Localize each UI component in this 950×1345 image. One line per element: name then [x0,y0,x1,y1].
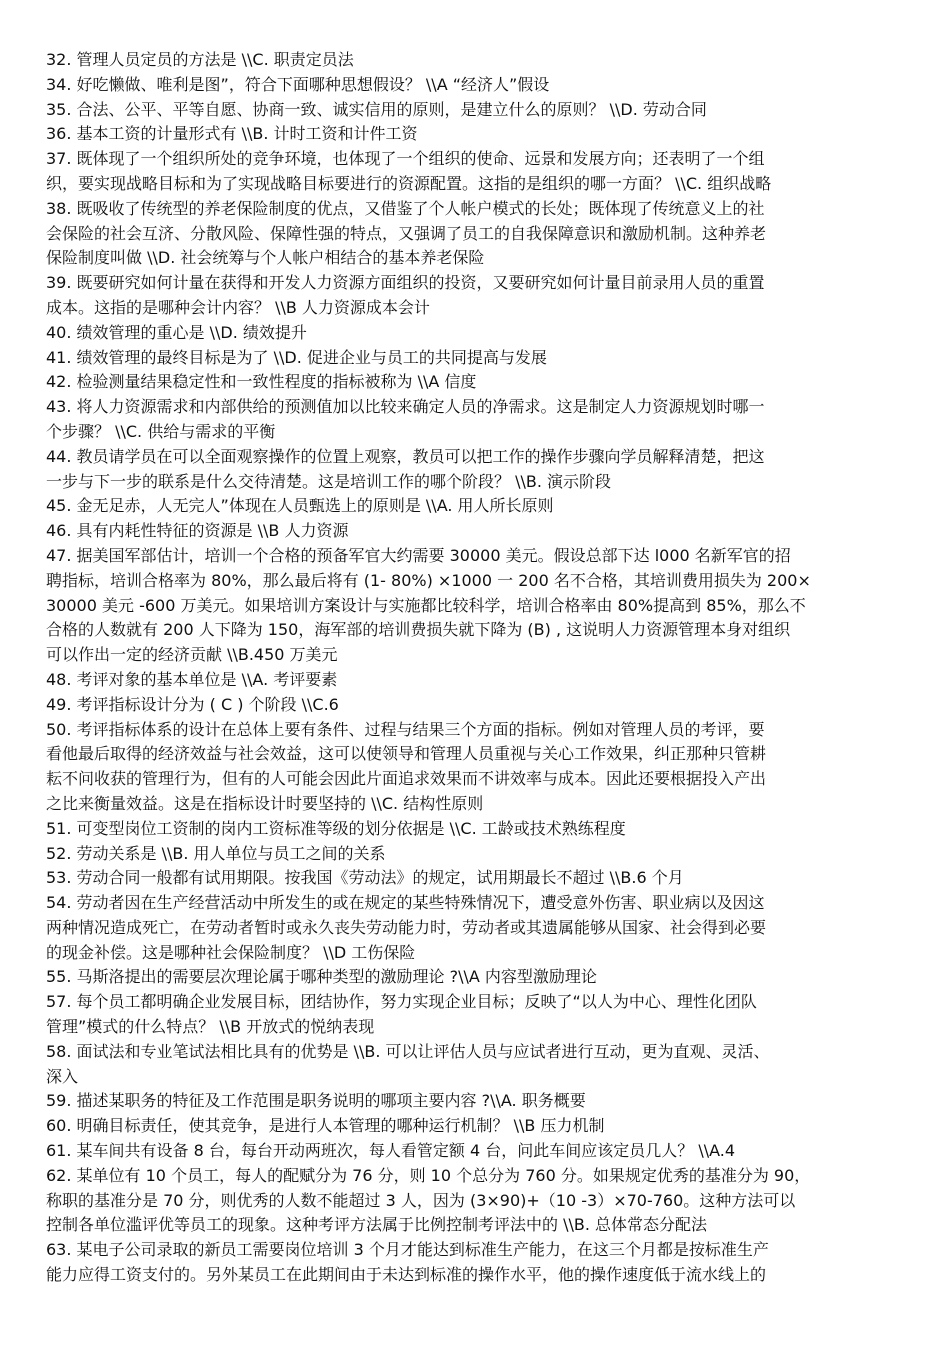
text-line: 46. 具有内耗性特征的资源是 \\B 人力资源 [46,521,349,541]
text-line: 看他最后取得的经济效益与社会效益，这可以使领导和管理人员重视与关心工作效果，纠正那种只管耕 [46,744,767,764]
text-line: 控制各单位滥评优等员工的现象。这种考评方法属于比例控制考评法中的 \\B. 总体常态分配法 [46,1215,708,1235]
text-line: 聘指标，培训合格率为 80%，那么最后将有 (1- 80%) ×1000 一 200 名不合格，其培训费用损失为 200× [46,570,811,590]
text-line: 39. 既要研究如何计量在获得和开发人力资源方面组织的投资，又要研究如何计量目前录用人员的重置 [46,273,765,293]
text-line: 58. 面试法和专业笔试法相比具有的优势是 \\B. 可以让评估人员与应试者进行互动，更为直观、灵活、 [46,1041,770,1061]
text-line: 51. 可变型岗位工资制的岗内工资标准等级的划分依据是 \\C. 工龄或技术熟练程度 [46,818,626,838]
text-line: 可以作出一定的经济贡献 \\B.450 万美元 [46,645,338,665]
text-line: 深入 [46,1066,79,1086]
text-line: 两种情况造成死亡，在劳动者暂时或永久丧失劳动能力时，劳动者或其遗属能够从国家、社会得到必要 [46,917,767,937]
text-line: 35. 合法、公平、平等自愿、协商一致、诚实信用的原则，是建立什么的原则？ \\D. 劳动合同 [46,99,707,119]
text-line: 55. 马斯洛提出的需要层次理论属于哪种类型的激励理论 ?\\A 内容型激励理论 [46,967,597,987]
text-line: 称职的基准分是 70 分，则优秀的人数不能超过 3 人，因为 (3×90)+（10 -3）×70-760。这种方法可以 [46,1190,796,1210]
text-line: 之比来衡量效益。这是在指标设计时要坚持的 \\C. 结构性原则 [46,793,484,813]
text-line: 耘不问收获的管理行为，但有的人可能会因此片面追求效果而不讲效率与成本。因此还要根据投入产出 [46,769,767,789]
text-line: 38. 既吸收了传统型的养老保险制度的优点，又借鉴了个人帐户模式的长处；既体现了传统意义上的社 [46,198,765,218]
text-line: 30000 美元 -600 万美元。如果培训方案设计与实施都比较科学，培训合格率由 80%提高到 85%，那么不 [46,595,806,615]
text-line: 48. 考评对象的基本单位是 \\A. 考评要素 [46,669,338,689]
text-line: 织，要实现战略目标和为了实现战略目标要进行的资源配置。这指的是组织的哪一方面？ \\C. 组织战略 [46,173,772,193]
text-line: 一步与下一步的联系是什么交待清楚。这是培训工作的哪个阶段？ \\B. 演示阶段 [46,471,612,491]
text-line: 个步骤？ \\C. 供给与需求的平衡 [46,421,276,441]
text-line: 57. 每个员工都明确企业发展目标，团结协作，努力实现企业目标；反映了“以人为中心、理性化团队 [46,992,757,1012]
question-list [46,48,926,1288]
text-line: 41. 绩效管理的最终目标是为了 \\D. 促进企业与员工的共同提高与发展 [46,347,547,367]
text-line: 50. 考评指标体系的设计在总体上要有条件、过程与结果三个方面的指标。例如对管理人员的考评，要 [46,719,765,739]
text-line: 45. 金无足赤，人无完人”体现在人员甄选上的原则是 \\A. 用人所长原则 [46,496,554,516]
text-line: 62. 某单位有 10 个员工，每人的配赋分为 76 分，则 10 个总分为 760 分。如果规定优秀的基准分为 90， [46,1165,811,1185]
text-line: 保险制度叫做 \\D. 社会统筹与个人帐户相结合的基本养老保险 [46,248,485,268]
text-line: 43. 将人力资源需求和内部供给的预测值加以比较来确定人员的净需求。这是制定人力资源规划时哪一 [46,397,765,417]
text-line: 成本。这指的是哪种会计内容？ \\B 人力资源成本会计 [46,297,430,317]
text-line: 会保险的社会互济、分散风险、保障性强的特点，又强调了员工的自我保障意识和激励机制。这种养老 [46,223,767,243]
text-line: 63. 某电子公司录取的新员工需要岗位培训 3 个月才能达到标准生产能力，在这三个月都是按标准生产 [46,1240,769,1260]
text-line: 32. 管理人员定员的方法是 \\C. 职责定员法 [46,50,354,69]
text-line: 49. 考评指标设计分为 ( C ) 个阶段 \\C.6 [46,694,339,714]
text-line: 40. 绩效管理的重心是 \\D. 绩效提升 [46,322,307,342]
text-line: 53. 劳动合同一般都有试用期限。按我国《劳动法》的规定，试用期最长不超过 \\B.6 个月 [46,868,684,888]
text-line: 59. 描述某职务的特征及工作范围是职务说明的哪项主要内容 ?\\A. 职务概要 [46,1091,586,1111]
text-line: 34. 好吃懒做、唯利是图”，符合下面哪种思想假设？ \\A “经济人”假设 [46,74,550,94]
text-line: 54. 劳动者因在生产经营活动中所发生的或在规定的某些特殊情况下，遭受意外伤害、职业病以及因这 [46,893,765,913]
text-line: 61. 某车间共有设备 8 台，每台开动两班次，每人看管定额 4 台，问此车间应该定员几人？ \\A.4 [46,1141,736,1161]
text-line: 44. 教员请学员在可以全面观察操作的位置上观察，教员可以把工作的操作步骤向学员解释清楚，把这 [46,446,765,466]
text-line: 52. 劳动关系是 \\B. 用人单位与员工之间的关系 [46,843,386,863]
text-line: 47. 据美国军部估计，培训一个合格的预备军官大约需要 30000 美元。假设总部下达 l000 名新军官的招 [46,545,791,565]
text-line: 60. 明确目标责任，使其竞争，是进行人本管理的哪种运行机制？ \\B 压力机制 [46,1116,605,1136]
text-line: 合格的人数就有 200 人下降为 150，海军部的培训费损失就下降为 (B) , 这说明人力资源管理本身对组织 [46,620,791,640]
text-line: 管理”模式的什么特点？ \\B 开放式的悦纳表现 [46,1017,375,1037]
text-line: 36. 基本工资的计量形式有 \\B. 计时工资和计件工资 [46,124,418,144]
text-line: 37. 既体现了一个组织所处的竞争环境，也体现了一个组织的使命、远景和发展方向；还表明了一个组 [46,149,765,169]
text-line: 的现金补偿。这是哪种社会保险制度？ \\D 工伤保险 [46,942,416,962]
text-line: 能力应得工资支付的。另外某员工在此期间由于未达到标准的操作水平，他的操作速度低于流水线上的 [46,1265,767,1285]
text-line: 42. 检验测量结果稳定性和一致性程度的指标被称为 \\A 信度 [46,372,477,392]
